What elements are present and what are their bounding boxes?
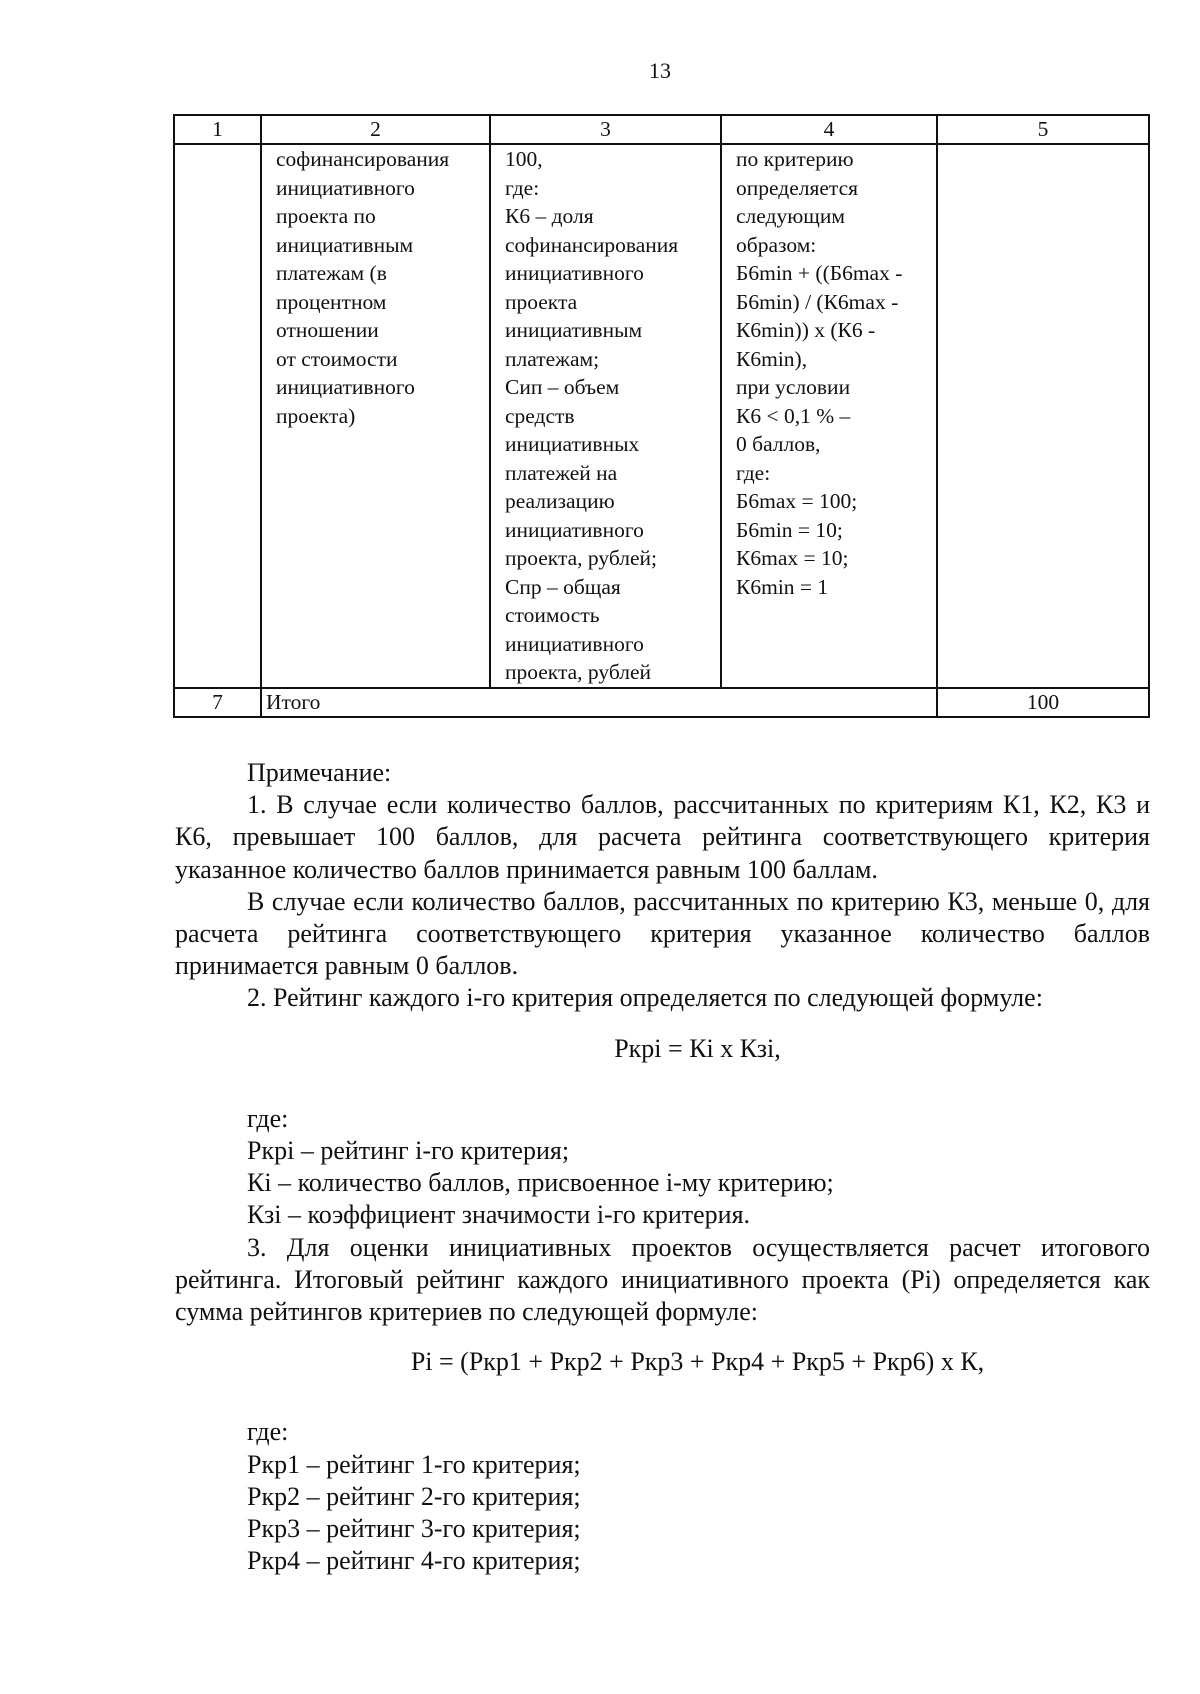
cell-line: следующим xyxy=(736,204,845,228)
header-cell: 4 xyxy=(721,115,937,144)
cell-line: где: xyxy=(736,460,771,485)
cell-line: определяется xyxy=(736,175,858,200)
cell-line: инициативным xyxy=(505,318,643,342)
cell-line: проекта, рублей; xyxy=(505,546,658,570)
cell-line: К6min)) х (К6 - xyxy=(736,318,876,342)
cell-line: инициативного xyxy=(276,175,415,200)
definition-line: Кзi – коэффициент значимости i-го критерия. xyxy=(247,1200,751,1230)
cell-line: проекта) xyxy=(276,403,356,428)
cell-line: платежей на xyxy=(505,460,618,485)
page-number: 13 xyxy=(649,58,671,83)
cell-line: Сип – объем xyxy=(505,375,620,399)
cell-line: К6max = 10; xyxy=(736,546,849,570)
cell-line: реализацию xyxy=(505,489,615,513)
total-score: 100 xyxy=(937,688,1149,717)
definition-line: Ркрi – рейтинг i-го критерия; xyxy=(247,1136,570,1166)
where-label: где: xyxy=(247,1417,289,1447)
cell-line: проекта, рублей xyxy=(505,660,652,684)
note-title: Примечание: xyxy=(247,758,392,787)
cell-line: инициативных xyxy=(505,432,640,456)
criteria-table xyxy=(173,114,1150,718)
row-number-cell xyxy=(174,144,261,688)
cell-line: 100, xyxy=(505,147,543,171)
cell-line: Спр – общая xyxy=(505,574,621,599)
table-total-row xyxy=(174,688,1149,717)
note-paragraph-4: 3. Для оценки инициативных проектов осуществляется расчет итогового рейтинга. Итоговый рейтинг каждого инициативного проекта (Рi) определяется как сумма рейтингов критериев по следующей формуле: xyxy=(175,1232,1150,1327)
notes-section xyxy=(175,757,1150,1577)
cell-line: платежам (в xyxy=(276,261,387,285)
cell-line: от стоимости xyxy=(276,346,398,371)
header-cell: 3 xyxy=(490,115,721,144)
cell-line: К6 – доля xyxy=(505,204,594,228)
cell-line: стоимость xyxy=(505,603,600,627)
total-row-number: 7 xyxy=(174,688,261,717)
cell-line: инициативным xyxy=(276,232,414,257)
cell-line: К6min), xyxy=(736,346,808,371)
criterion-rating-formula: Ркрi = Кi х Кзi, xyxy=(614,1033,781,1063)
cell-line: проекта по xyxy=(276,204,376,228)
header-cell: 1 xyxy=(174,115,261,144)
cell-line: инициативного xyxy=(505,631,644,656)
header-cell: 2 xyxy=(261,115,490,144)
cell-line: платежам; xyxy=(505,346,600,371)
header-cell: 5 xyxy=(937,115,1149,144)
cell-line: процентном xyxy=(276,289,387,314)
cell-line: Б6max = 100; xyxy=(736,489,858,513)
total-label: Итого xyxy=(261,688,937,717)
cell-line: средств xyxy=(505,403,575,428)
total-rating-formula: Рi = (Ркр1 + Ркр2 + Ркр3 + Ркр4 + Ркр5 + Ркр6) х К, xyxy=(410,1347,985,1377)
criterion-name-cell xyxy=(261,144,490,688)
cell-line: софинансирования xyxy=(276,147,450,171)
cell-line: Б6min + ((Б6max - xyxy=(736,261,903,285)
definition-line: Ркр3 – рейтинг 3-го критерия; xyxy=(247,1514,581,1544)
cell-line: по критерию xyxy=(736,147,854,171)
definition-line: Ркр4 – рейтинг 4-го критерия; xyxy=(247,1546,581,1576)
cell-line: 0 баллов, xyxy=(736,432,821,456)
cell-line: инициативного xyxy=(505,261,644,285)
cell-line: где: xyxy=(505,175,540,200)
cell-line: при условии xyxy=(736,375,851,399)
definition-line: Ркр2 – рейтинг 2-го критерия; xyxy=(247,1481,581,1511)
cell-line: Б6min = 10; xyxy=(736,517,843,542)
cell-line: Б6min) / (К6max - xyxy=(736,289,899,314)
note-paragraph-1: 1. В случае если количество баллов, рассчитанных по критериям К1, К2, К3 и К6, превышает 100 баллов, для расчета рейтинга соответствующего критерия указанное количество баллов принимается равным 100 баллам. xyxy=(175,790,1150,884)
weight-cell xyxy=(937,144,1149,688)
note-paragraph-2: В случае если количество баллов, рассчитанных по критерию К3, меньше 0, для расчета рейтинга соответствующего критерия указанное количество баллов принимается равным 0 баллов. xyxy=(175,886,1150,981)
cell-line: инициативного xyxy=(505,517,644,542)
definition-line: Кi – количество баллов, присвоенное i-му критерию; xyxy=(247,1168,834,1198)
where-label: где: xyxy=(247,1103,289,1133)
cell-line: инициативного xyxy=(276,375,415,399)
definition-line: Ркр1 – рейтинг 1-го критерия; xyxy=(247,1449,581,1479)
cell-line: К6 < 0,1 % – xyxy=(736,403,851,428)
cell-line: проекта xyxy=(505,289,578,314)
cell-line: К6min = 1 xyxy=(736,574,829,599)
calculation-method-cell xyxy=(721,144,937,688)
table-row xyxy=(174,144,1149,688)
table-header-row xyxy=(174,115,1149,144)
cell-line: софинансирования xyxy=(505,232,679,257)
cell-line: образом: xyxy=(736,232,817,257)
note-paragraph-3: 2. Рейтинг каждого i-го критерия определяется по следующей формуле: xyxy=(247,983,1043,1013)
formula-cell xyxy=(490,144,721,688)
cell-line: отношении xyxy=(276,318,379,342)
